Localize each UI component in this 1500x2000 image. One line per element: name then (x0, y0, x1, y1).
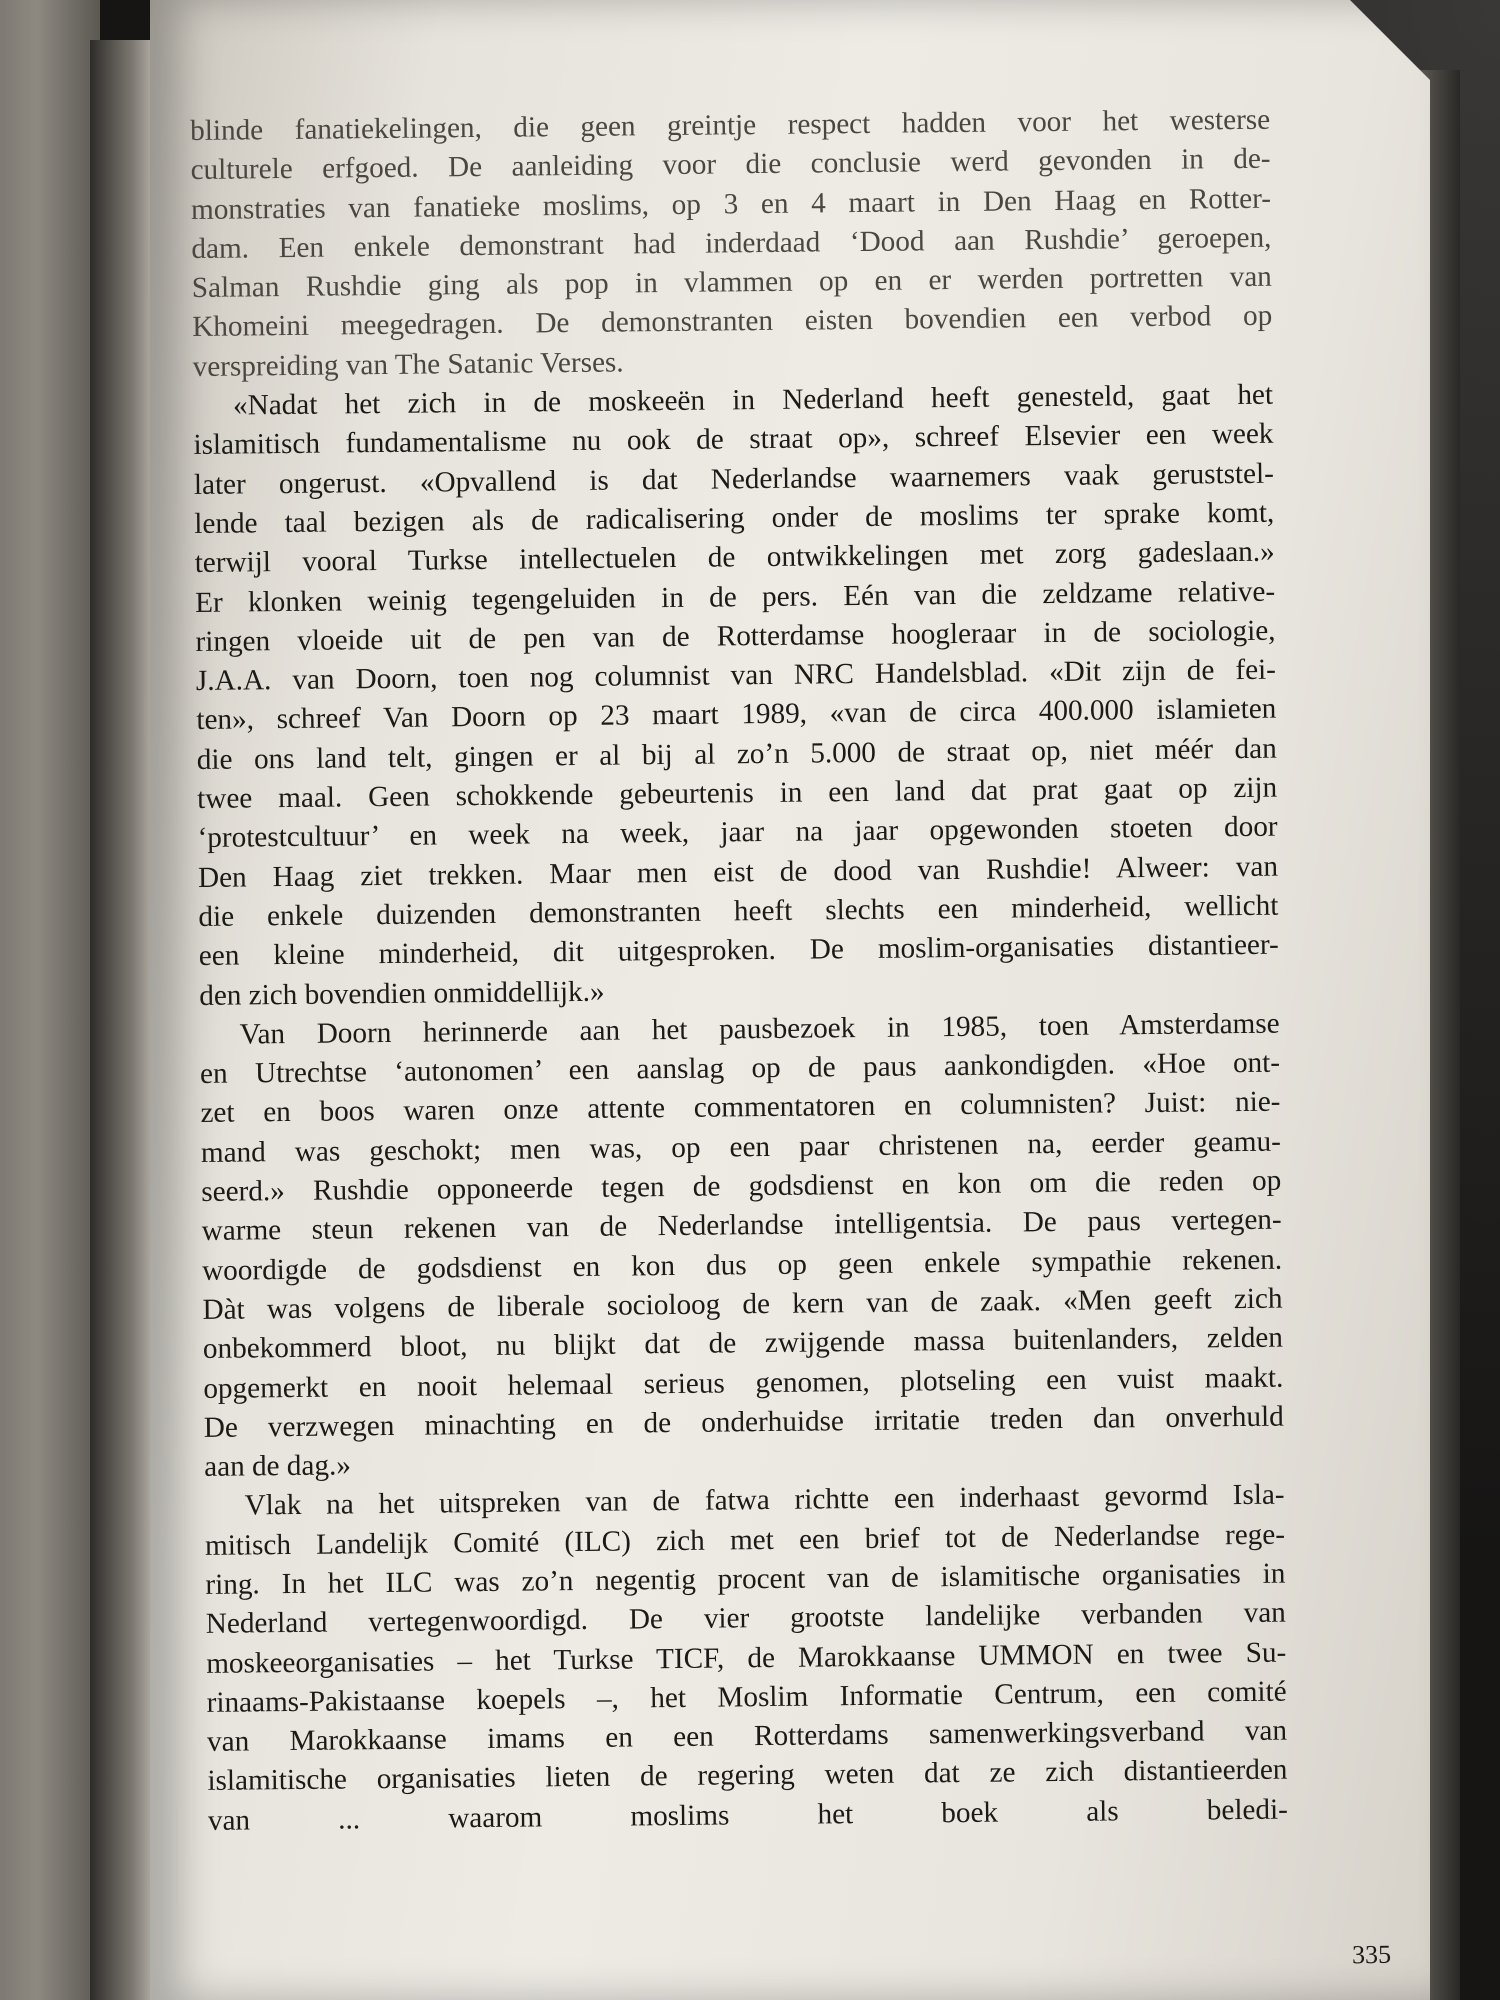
text-line: later ongerust. «Opvallend is dat Nederlandse waarnemers vaak geruststel- (193, 457, 1275, 501)
text-line: zet en boos waren onze attente commentatoren en columnisten? Juist: nie- (200, 1086, 1281, 1130)
text-line: monstraties van fanatieke moslims, op 3 en 4 maart in Den Haag en Rotter- (190, 182, 1272, 226)
text-line: Er klonken weinig tegengeluiden in de pers. Eén van die zeldzame relative- (194, 575, 1276, 619)
text-line: Dàt was volgens de liberale socioloog de kern van de zaak. «Men geeft zich (202, 1282, 1283, 1326)
text-line: opgemerkt en nooit helemaal serieus genomen, plotseling een vuist maakt. (203, 1361, 1284, 1405)
text-line: een kleine minderheid, dit uitgesproken. De moslim-organisaties distantieer- (198, 928, 1279, 973)
text-line: mitisch Landelijk Comité (ILC) zich met een brief tot de Nederlandse rege- (204, 1518, 1286, 1562)
body-text (190, 101, 1290, 1992)
book-gutter (90, 40, 150, 2000)
text-line: islamitische organisaties lieten de regering weten dat ze zich distantieerden (207, 1754, 1288, 1798)
page-number: 335 (1351, 1939, 1392, 1970)
text-line: den zich bovendien onmiddellijk.» (199, 975, 605, 1012)
text-line: warme steun rekenen van de Nederlandse intelligentsia. De paus vertegen- (201, 1203, 1282, 1248)
text-line: die enkele duizenden demonstranten heeft slechts een minderheid, wellicht (198, 889, 1279, 933)
text-line: moskeeorganisaties – het Turkse TICF, de Marokkaanse UMMON en twee Su- (206, 1636, 1287, 1680)
text-line: lende taal bezigen als de radicalisering onder de moslims ter sprake komt, (194, 496, 1275, 540)
text-line: dam. Een enkele demonstrant had inderdaad ‘Dood aan Rushdie’ geroepen, (191, 221, 1272, 265)
text-line: ring. In het ILC was zo’n negentig procent van de islamitische organisaties in (205, 1557, 1286, 1601)
text-line: culturele erfgoed. De aanleiding voor die conclusie werd gevonden in de- (190, 142, 1271, 187)
text-line: aan de dag.» (204, 1449, 352, 1484)
text-line: terwijl vooral Turkse intellectuelen de ontwikkelingen met zorg gadeslaan.» (194, 535, 1275, 580)
text-line: Nederland vertegenwoordigd. De vier grootste landelijke verbanden van (205, 1596, 1286, 1641)
text-line: die ons land telt, gingen er al bij al zo’n 5.000 de straat op, niet méér dan (196, 732, 1277, 776)
text-line: ringen vloeide uit de pen van de Rotterdamse hoogleraar in de sociologie, (195, 614, 1276, 658)
text-line: onbekommerd bloot, nu blijkt dat de zwijgende massa buitenlanders, zelden (202, 1321, 1284, 1366)
text-line: J.A.A. van Doorn, toen nog columnist van NRC Handelsblad. «Dit zijn de fei- (195, 653, 1277, 698)
text-line: blinde fanatiekelingen, die geen greintje respect hadden voor het westerse (190, 103, 1271, 147)
text-line: van ... waarom moslims het boek als beledi- (207, 1793, 1289, 1837)
text-line: Van Doorn herinnerde aan het pausbezoek in 1985, toen Amsterdamse (239, 1007, 1280, 1051)
text-line: en Utrechtse ‘autonomen’ een aanslag op de paus aankondigden. «Hoe ont- (199, 1046, 1281, 1091)
left-page-edge (0, 0, 100, 2000)
text-line: twee maal. Geen schokkende gebeurtenis in een land dat prat gaat op zijn (197, 771, 1278, 816)
text-line: woordigde de godsdienst en kon dus op geen enkele sympathie rekenen. (201, 1243, 1283, 1287)
text-line: ten», schreef Van Doorn op 23 maart 1989, «van de circa 400.000 islamieten (196, 693, 1277, 737)
text-line: Salman Rushdie ging als pop in vlammen op en er werden portretten van (191, 260, 1272, 305)
text-line: Vlak na het uitspreken van de fatwa richtte een inderhaast gevormd Isla- (244, 1479, 1285, 1522)
text-line: seerd.» Rushdie opponeerde tegen de godsdienst en kon om die reden op (201, 1164, 1282, 1208)
text-line: rinaams-Pakistaanse koepels –, het Moslim Informatie Centrum, een comité (206, 1675, 1287, 1719)
text-line: «Nadat het zich in de moskeeën in Nederland heeft genesteld, gaat het (232, 378, 1274, 422)
text-line: Khomeini meegedragen. De demonstranten eisten bovendien een verbod op (192, 300, 1273, 344)
text-line: ‘protestcultuur’ en week na week, jaar na jaar opgewonden stoeten door (197, 810, 1278, 855)
text-line: islamitisch fundamentalisme nu ook de straat op», schreef Elsevier een week (193, 418, 1274, 462)
text-line: van Marokkaanse imams en een Rotterdams samenwerkingsverband van (206, 1714, 1288, 1759)
text-line: mand was geschokt; men was, op een paar christenen na, eerder geamu- (200, 1125, 1282, 1169)
text-line: Den Haag ziet trekken. Maar men eist de dood van Rushdie! Alweer: van (197, 850, 1279, 894)
text-line: De verzwegen minachting en de onderhuidse irritatie treden dan onverhuld (203, 1400, 1284, 1444)
text-line: verspreiding van The Satanic Verses. (192, 346, 624, 383)
